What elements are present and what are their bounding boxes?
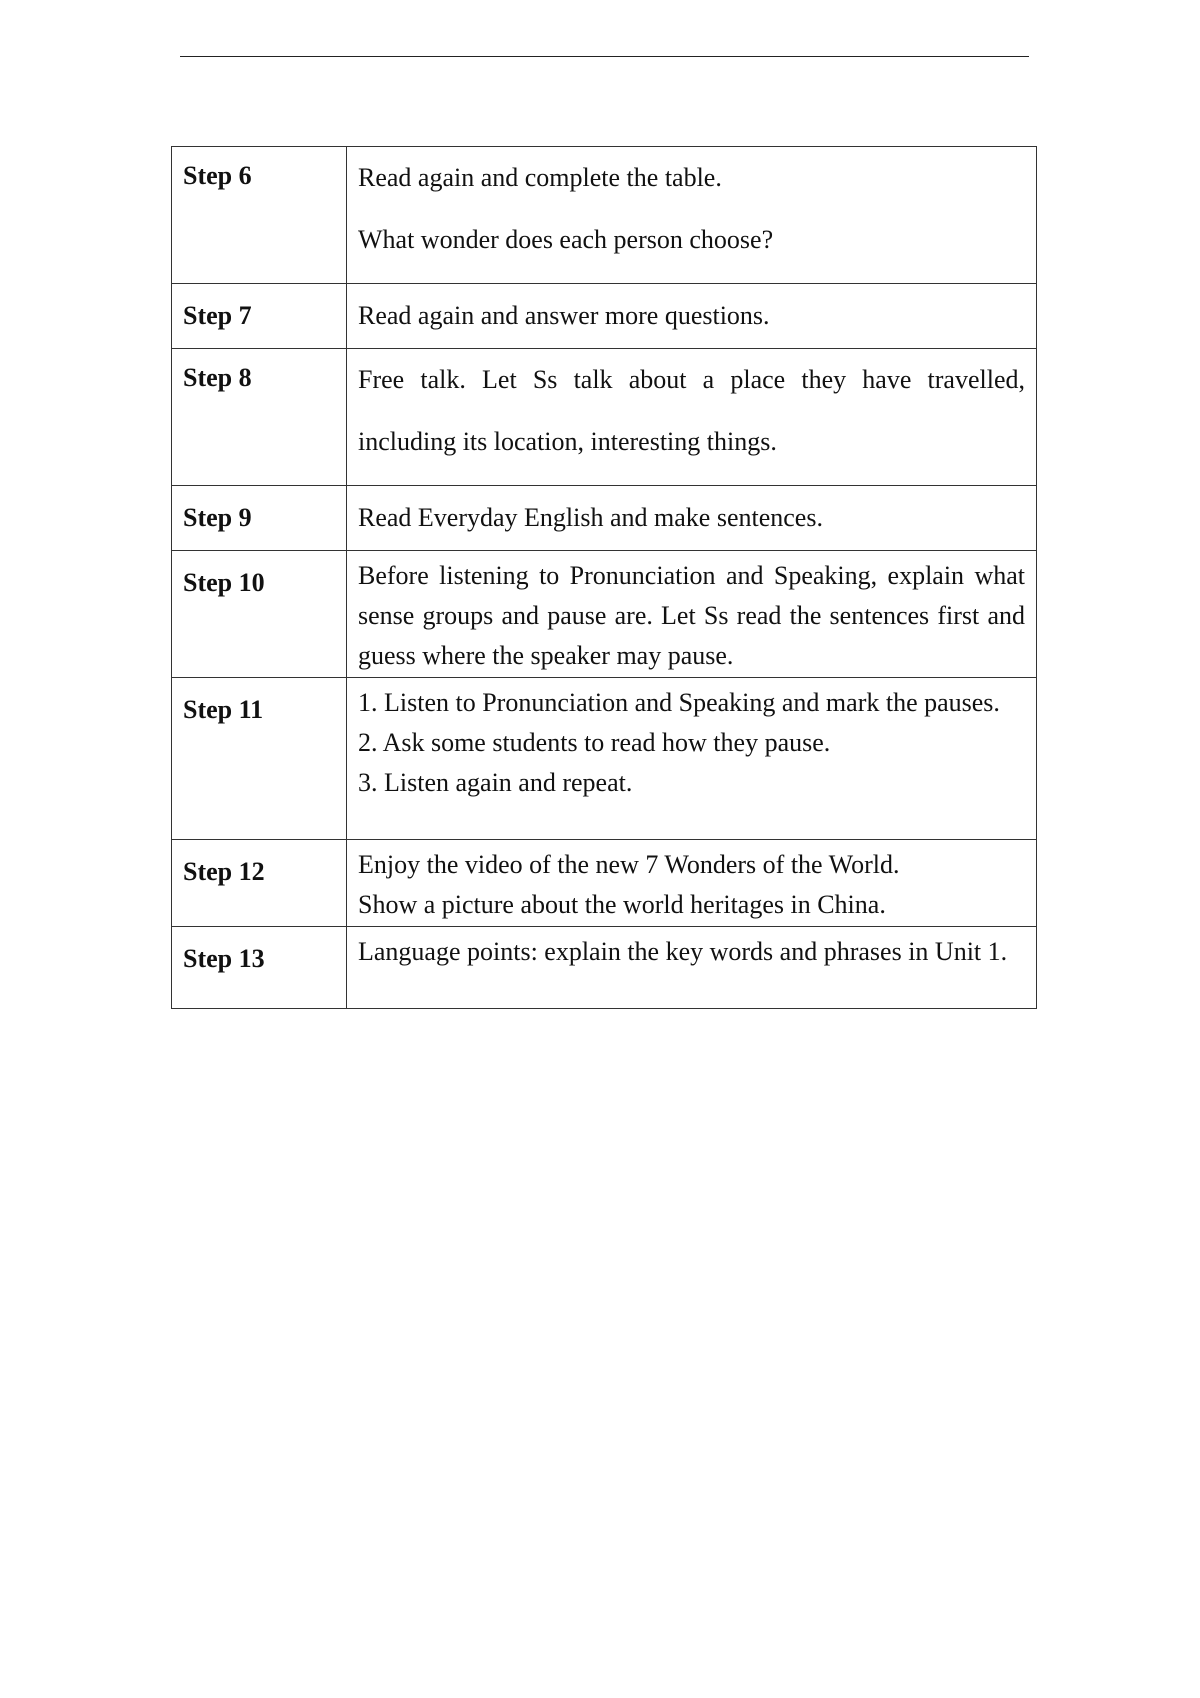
step-label: Step 12 xyxy=(172,840,347,927)
step-label: Step 9 xyxy=(172,486,347,551)
step-label: Step 6 xyxy=(172,147,347,284)
step-text-line: including its location, interesting things. xyxy=(358,427,777,456)
step-text-line: 3. Listen again and repeat. xyxy=(358,768,633,797)
step-content xyxy=(347,349,1037,486)
step-label: Step 11 xyxy=(172,678,347,840)
table-row xyxy=(172,284,1037,349)
step-text-line: What wonder does each person choose? xyxy=(358,225,774,254)
step-content xyxy=(347,486,1037,551)
step-text-line: Show a picture about the world heritages in China. xyxy=(358,890,886,919)
step-label: Step 8 xyxy=(172,349,347,486)
table-row xyxy=(172,927,1037,1009)
step-text-line: Read Everyday English and make sentences. xyxy=(358,503,823,532)
table-row xyxy=(172,349,1037,486)
step-text-line: Language points: explain the key words and phrases in Unit 1. xyxy=(358,937,1008,966)
table-row xyxy=(172,147,1037,284)
step-text-line: Enjoy the video of the new 7 Wonders of the World. xyxy=(358,850,900,879)
table-row xyxy=(172,840,1037,927)
header-rule xyxy=(180,56,1029,57)
step-text-line: Read again and complete the table. xyxy=(358,163,722,192)
table-row xyxy=(172,678,1037,840)
step-text-line: Read again and answer more questions. xyxy=(358,301,770,330)
step-content xyxy=(347,840,1037,927)
step-text-line: 1. Listen to Pronunciation and Speaking and mark the pauses. xyxy=(358,688,1000,717)
step-label: Step 7 xyxy=(172,284,347,349)
step-content xyxy=(347,147,1037,284)
step-text-line: 2. Ask some students to read how they pause. xyxy=(358,728,831,757)
step-content xyxy=(347,927,1037,1009)
lesson-steps-table xyxy=(171,146,1037,1009)
step-content xyxy=(347,678,1037,840)
step-label: Step 10 xyxy=(172,551,347,678)
step-text-line: Free talk. Let Ss talk about a place they have travelled, xyxy=(358,365,1025,394)
step-text-line: Before listening to Pronunciation and Speaking, explain what sense groups and pause are. Let Ss read the sentences first and guess where the speaker may pause. xyxy=(358,561,1025,670)
table-row xyxy=(172,486,1037,551)
step-content xyxy=(347,284,1037,349)
table-row xyxy=(172,551,1037,678)
step-label: Step 13 xyxy=(172,927,347,1009)
step-content xyxy=(347,551,1037,678)
